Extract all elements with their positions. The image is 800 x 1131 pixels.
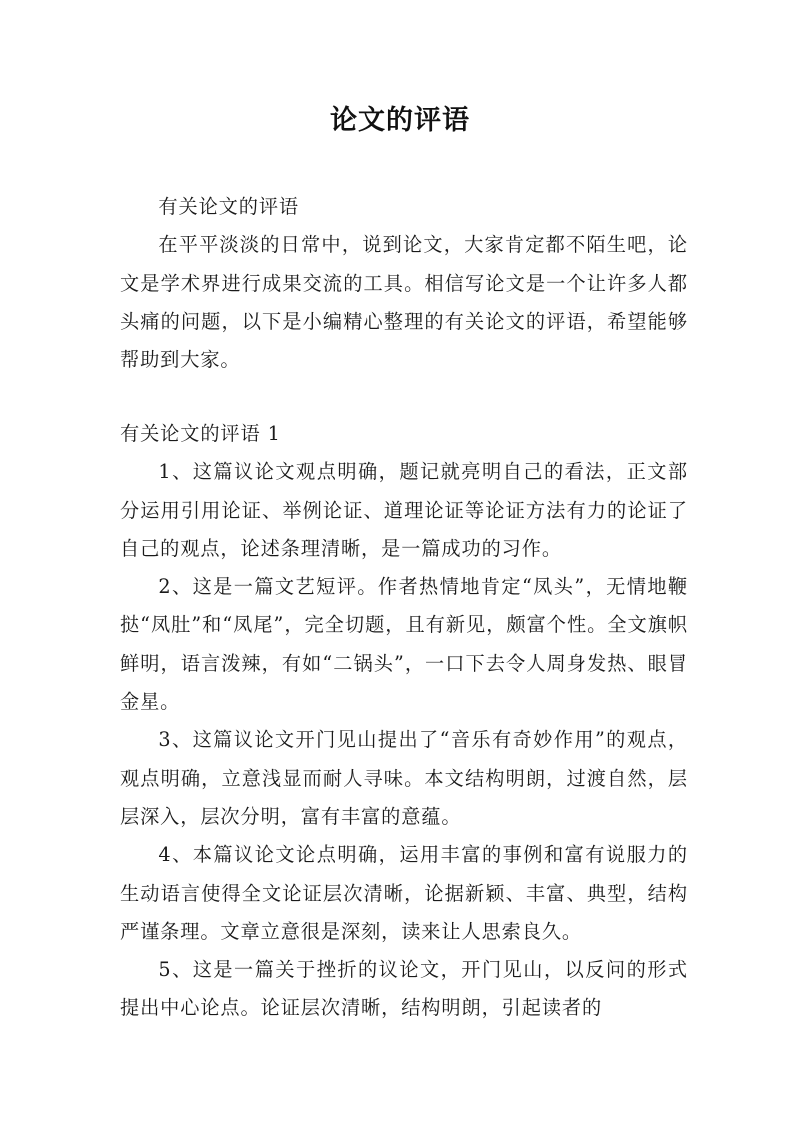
- intro-heading: 有关论文的评语: [158, 195, 300, 218]
- comment-item-3: 3、这篇议论文开门见山提出了“音乐有奇妙作用”的观点，观点明确，立意浅显而耐人寻味。本文结构明朗，过渡自然，层层深入，层次分明，富有丰富的意蕴。: [120, 728, 688, 828]
- comment-item-5: 5、这是一篇关于挫折的议论文，开门见山，以反问的形式提出中心论点。论证层次清晰，结构明朗，引起读者的: [120, 958, 688, 1020]
- intro-block: [120, 188, 688, 379]
- comment-item-1: 1、这篇议论文观点明确，题记就亮明自己的看法，正文部分运用引用论证、举例论证、道理论证等论证方法有力的论证了自己的观点，论述条理清晰，是一篇成功的习作。: [120, 460, 688, 560]
- intro-paragraph: 在平平淡淡的日常中，说到论文，大家肯定都不陌生吧，论文是学术界进行成果交流的工具。相信写论文是一个让许多人都头痛的问题，以下是小编精心整理的有关论文的评语，希望能够帮助到大家。: [120, 233, 688, 372]
- section-heading: 有关论文的评语 1: [120, 422, 281, 445]
- comment-item-2: 2、这是一篇文艺短评。作者热情地肯定“凤头”，无情地鞭挞“凤肚”和“凤尾”，完全切题，且有新见，颇富个性。全文旗帜鲜明，语言泼辣，有如“二锅头”，一口下去令人周身发热、眼冒金星。: [120, 575, 688, 714]
- document-title: 论文的评语: [330, 105, 470, 136]
- comment-item-4: 4、本篇议论文论点明确，运用丰富的事例和富有说服力的生动语言使得全文论证层次清晰，论据新颖、丰富、典型，结构严谨条理。文章立意很是深刻，读来让人思索良久。: [120, 843, 688, 943]
- section-block: [120, 415, 688, 1028]
